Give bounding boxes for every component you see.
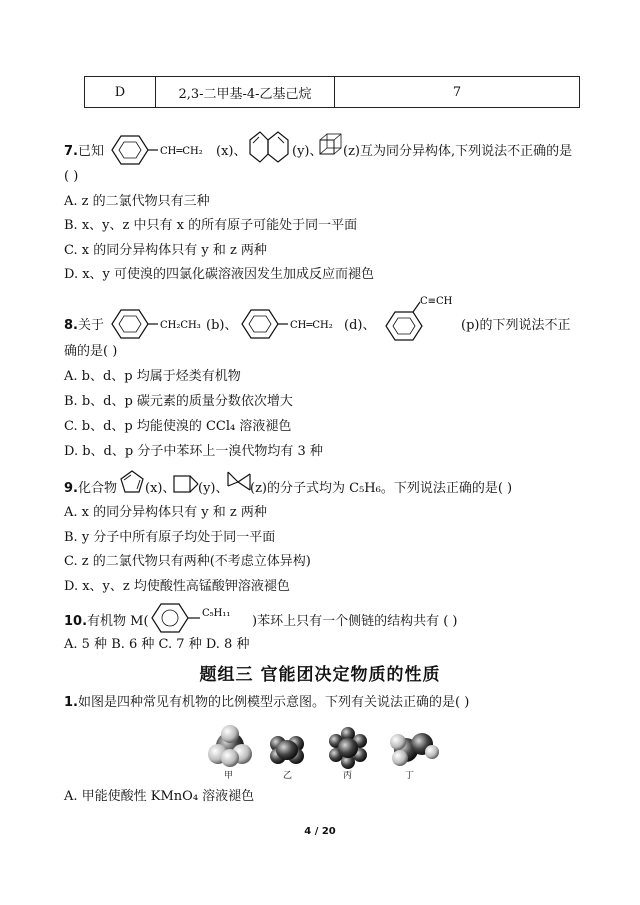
- table-cell: 2,3-二甲基-4-乙基己烷: [156, 77, 335, 108]
- q9-tag-z: (z)的分子式均为 C₅H₆。下列说法正确的是( ): [250, 481, 513, 496]
- ball-models-figure: [200, 722, 440, 778]
- model-jia-icon: [208, 725, 252, 767]
- model-label-jia: 甲: [224, 771, 234, 781]
- q10-lead: 有机物 M(: [87, 614, 149, 629]
- q8-option-a: A. b、d、p 均属于烃类有机物: [64, 369, 241, 384]
- table-cell: 7: [335, 77, 580, 108]
- question-number: 7.: [64, 144, 78, 159]
- phenylacetylene-structure-icon: [380, 290, 462, 342]
- struct-label: C≡CH: [420, 296, 453, 307]
- ethylbenzene-structure-icon: [106, 306, 206, 342]
- model-yi-icon: [270, 736, 304, 764]
- section-title: 题组三 官能团决定物质的性质: [199, 665, 441, 685]
- q8-line2: 确的是( ): [64, 344, 118, 359]
- model-label-ding: 丁: [405, 771, 415, 781]
- question-number: 9.: [64, 481, 78, 496]
- model-label-yi: 乙: [283, 771, 293, 781]
- q7-lead: 已知: [77, 144, 104, 159]
- q7-option-b: B. x、y、z 中只有 x 的所有原子可能处于同一平面: [64, 218, 358, 233]
- q8-line: [64, 317, 104, 335]
- q8-option-c: C. b、d、p 均能使溴的 CCl₄ 溶液褪色: [64, 419, 292, 434]
- q8-tag-d: (d)、: [344, 318, 376, 333]
- q10-options: A. 5 种 B. 6 种 C. 7 种 D. 8 种: [64, 637, 250, 652]
- fused-bicycle-structure-icon: [244, 126, 292, 170]
- answer-paren: ( ): [64, 169, 79, 184]
- q8-option-b: B. b、d、p 碳元素的质量分数依次增大: [64, 394, 293, 409]
- q9-lead: 化合物: [77, 481, 117, 496]
- q7-option-a: A. z 的二氯代物只有三种: [64, 194, 210, 209]
- q7-tag-z: (z)互为同分异构体,下列说法不正确的是: [343, 144, 573, 159]
- s3q1-text: 如图是四种常见有机物的比例模型示意图。下列有关说法正确的是( ): [77, 695, 470, 710]
- q10-rest: )苯环上只有一个侧链的结构共有 ( ): [252, 614, 458, 629]
- q9-tag-x: (x)、: [145, 481, 176, 496]
- s3q1-option-a: A. 甲能使酸性 KMnO₄ 溶液褪色: [64, 789, 255, 804]
- answer-table: [84, 76, 580, 108]
- q9-option-b: B. y 分子中所有原子均处于同一平面: [64, 530, 276, 545]
- q9-option-a: A. x 的同分异构体只有 y 和 z 两种: [64, 505, 267, 520]
- s3q1-line: [64, 694, 469, 712]
- styrene-structure-icon: [236, 306, 344, 342]
- page-number: 4 / 20: [304, 826, 336, 837]
- model-bing-icon: [329, 727, 367, 769]
- q9-tag-y: (y)、: [198, 481, 229, 496]
- methylenecyclobutene-structure-icon: [172, 472, 200, 496]
- model-label-bing: 丙: [343, 771, 353, 781]
- question-number: 1.: [64, 695, 78, 710]
- cubane-structure-icon: [318, 132, 344, 158]
- styrene-structure-icon: [104, 130, 216, 170]
- struct-label: CH═CH₂: [290, 320, 333, 331]
- q7-tag-x: (x)、: [216, 144, 247, 159]
- q8-tag-b: (b)、: [206, 318, 238, 333]
- struct-label: C₅H₁₁: [202, 608, 231, 619]
- question-number: 10.: [64, 614, 88, 629]
- q7-option-c: C. x 的同分异构体只有 y 和 z 两种: [64, 243, 267, 258]
- cyclopentadiene-structure-icon: [118, 468, 146, 496]
- q7-option-d: D. x、y 可使溴的四氯化碳溶液因发生加成反应而褪色: [64, 267, 375, 282]
- q8-tag-p: (p)的下列说法不正: [461, 318, 571, 333]
- q8-option-d: D. b、d、p 分子中苯环上一溴代物均有 3 种: [64, 444, 323, 459]
- table-cell: D: [85, 77, 156, 108]
- table-row: [85, 77, 580, 108]
- q7-line: [64, 143, 104, 161]
- q7-tag-y: (y)、: [292, 144, 323, 159]
- q10-line: [64, 613, 149, 631]
- struct-label: CH₂CH₃: [160, 320, 201, 331]
- question-number: 8.: [64, 318, 78, 333]
- q9-option-d: D. x、y、z 均使酸性高锰酸钾溶液褪色: [64, 579, 290, 594]
- model-ding-icon: [390, 733, 439, 766]
- q8-lead: 关于: [77, 318, 104, 333]
- pentylbenzene-structure-icon: [146, 600, 252, 636]
- q9-line: [64, 480, 117, 498]
- struct-label: CH═CH₂: [160, 146, 203, 157]
- q9-option-c: C. z 的二氯代物只有两种(不考虑立体异构): [64, 554, 311, 569]
